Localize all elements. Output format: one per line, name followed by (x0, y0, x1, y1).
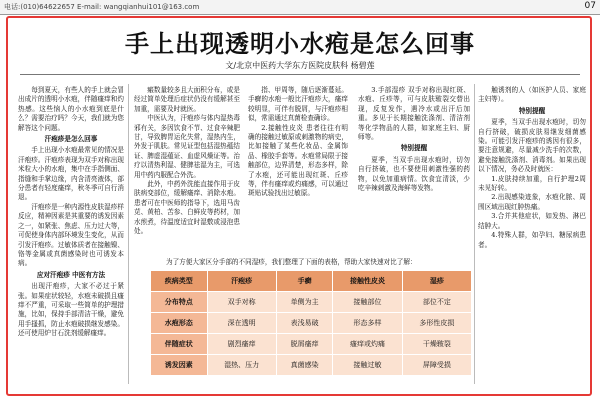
column-4 (358, 86, 470, 254)
paragraph: 2.出现感染迹象，水疱化脓、周围区域出现红肿热痛。 (478, 193, 586, 211)
table-caption: 为了方便大家区分手部的不同湿疹，我们整理了下面的表格，帮助大家快速对比了解： (166, 258, 417, 266)
column-1 (18, 86, 124, 386)
table-cell: 湿热、压力 (207, 355, 276, 376)
column-3 (248, 86, 348, 254)
table-cell: 干燥皲裂 (402, 334, 471, 355)
table-header-cell: 汗疱疹 (207, 271, 276, 292)
table-cell: 形态多样 (333, 313, 402, 334)
paragraph: 此外，中药外洗能直接作用于皮肤病变部位，缓解瘙痒、消除水疱。患者可在中医师的指导下，选用马齿苋、黄柏、苦参、白鲜皮等药材，加水煎煮，待温度适宜时湿敷或浸泡患处。 (134, 180, 240, 236)
subheading: 特别提醒 (518, 106, 546, 115)
paragraph: 每到夏天，有些人的手上就会冒出成片的透明小水疱，伴随瘙痒和灼热感。这些恼人的小水疱到底是什么？需要治疗吗？今天，我们就为您解答这个问题。 (18, 86, 124, 132)
table-cell: 表浅易破 (276, 313, 333, 334)
column-5 (478, 86, 586, 386)
paragraph: 2.接触性皮炎 患者往往有明确的接触过敏原或刺激物的病史，比如接触了某些化妆品、金属饰品、橡胶手套等。水疱常局限于接触部位，边界清楚，形态多样，除了水疱，还可能出现红斑、丘疹等，伴有瘙痒或灼痛感，可以通过斑贴试验找出过敏原。 (248, 123, 348, 198)
table-header-cell: 手癣 (276, 271, 333, 292)
table-row (151, 313, 472, 334)
table-row-header: 水疱形态 (151, 313, 208, 334)
table-row (151, 355, 472, 376)
table-cell: 接触部位 (333, 292, 402, 313)
column-divider (128, 84, 129, 384)
paragraph: 3.手部湿疹 双手对称出现红斑、水疱、丘疹等，可与皮肤皲裂交替出现，反复发作，遇冷水或出汗后加重。多见于长期接触洗涤剂、清洁剂等化学物品的人群，如家庭主妇、厨师等。 (358, 86, 470, 142)
paragraph: 汗疱疹是一种内源性皮肤湿疹样反应，精神因素是其重要的诱发因素之一，如紧张、焦虑、压力过大等，可促使身体内部环境发生变化，从而引发汗疱疹。过敏体质者在接触镍、铬等金属或真菌感染时也可诱发本病。 (18, 202, 124, 268)
table-cell: 双手对称 (207, 292, 276, 313)
paragraph: 瘢数量较多且大面积分布，或是经过简单处理后症状仍没有缓解甚至加重，需要及时就医。 (134, 86, 240, 113)
paragraph: 3.合并其他症状，如发热、淋巴结肿大。 (478, 212, 586, 230)
subheading: 汗疱疹是怎么回事 (44, 135, 98, 144)
table-cell: 剧烈瘙痒 (207, 334, 276, 355)
table-header-cell: 接触性皮炎 (333, 271, 402, 292)
paragraph: 夏季，当双手出现水疱时，切勿自行挤破，也不要使用刺激性强的药物，以免加重病情。饮食宜清淡，少吃辛辣刺激及海鲜等发物。 (358, 155, 470, 193)
contact-info: 电话:(010)64622657 E-mail: wangqianhui101@163.com (4, 3, 200, 11)
table-cell: 脱屑瘙痒 (276, 334, 333, 355)
paragraph: 1.皮肤持续加重，自行护理2周未见好转。 (478, 174, 586, 193)
article-title: 手上出现透明小水疱是怎么回事 (125, 30, 475, 58)
table-cell: 接触过敏 (333, 355, 402, 376)
paragraph: 中医认为，汗疱疹与体内湿热毒邪有关，多因饮食不节、过食辛辣肥甘，导致脾胃运化失常，湿热内生，外发于肌肤。常见证型包括湿热蕴结证、脾虚湿蕴证、血虚风燥证等。治疗以清热利湿、健脾祛湿为主，可选用中药内服配合外洗。 (134, 114, 240, 179)
table-cell: 屏障受损 (402, 355, 471, 376)
paragraph: 手上出现小水疱最常见的情况是汗疱疹。汗疱疹表现为双手对称出现米粒大小的水疱，集中在手指侧面、指缝和手掌边缘，内含清亮液体，部分患者有轻度瘙痒，秋冬季可自行消退。 (18, 146, 124, 202)
subheading: 应对汗疱疹 中医有方法 (36, 270, 106, 279)
page-header (0, 0, 600, 15)
column-divider (474, 84, 475, 384)
table-row-header: 伴随症状 (151, 334, 208, 355)
table-header-cell: 疾病类型 (151, 271, 208, 292)
table-cell: 多形性皮损 (402, 313, 471, 334)
table-row-header: 诱发因素 (151, 355, 208, 376)
paragraph: 夏季，当双手出现水疱时，切勿自行挤破，破损皮肤易继发细菌感染。可能引发汗疱疹的诱因有很多，要注意规避，尽量减少洗手的次数，避免接触洗涤剂、消毒剂。如果出现以下情况，务必及时就医： (478, 118, 586, 174)
paragraph: 触诱剂的人（如医护人员、家庭主妇等）。 (478, 86, 586, 104)
paragraph: 4.特殊人群，如孕妇、糖尿病患者。 (478, 231, 586, 249)
paragraph: 指、甲周等，随后逐渐蔓延。手癣的水疱一般比汗疱疹大，瘙痒较明显，可伴有脱屑，与汗疱疹相似，常需通过真菌检查确诊。 (248, 86, 348, 123)
table-row (151, 292, 472, 313)
paragraph: 出现汗疱疹，大家不必过于紧张。如果症状较轻，水疱未破损且瘙痒不严重，可采取一些简单的护理措施，比如，保持手部清洁干燥，避免用手搔抓，防止水疱破损继发感染。还可使用炉甘石洗剂缓解瘙痒。 (18, 282, 124, 338)
table-cell: 真菌感染 (276, 355, 333, 376)
page-number: 07 (584, 1, 596, 11)
subheading: 特别提醒 (400, 144, 428, 153)
table-cell: 单侧为主 (276, 292, 333, 313)
title-divider (20, 74, 580, 75)
table-row-header: 分布特点 (151, 292, 208, 313)
comparison-table (150, 270, 472, 376)
table-cell: 深在透明 (207, 313, 276, 334)
table-row (151, 334, 472, 355)
table-cell: 部位不定 (402, 292, 471, 313)
table-cell: 瘙痒或灼痛 (333, 334, 402, 355)
table-header-cell: 湿疹 (402, 271, 471, 292)
column-2 (134, 86, 240, 254)
article-byline: 文/北京中医药大学东方医院皮肤科 杨碧莲 (225, 61, 375, 70)
table-header-row (151, 271, 472, 292)
